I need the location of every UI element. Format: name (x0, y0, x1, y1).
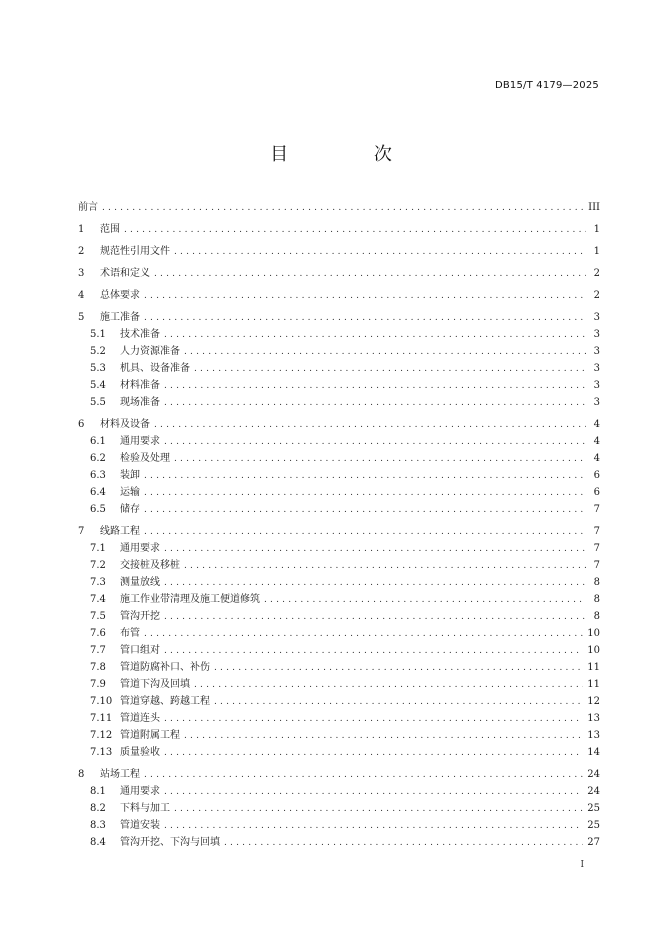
toc-entry-page: 13 (587, 713, 600, 724)
toc-entry[interactable] (78, 309, 600, 326)
toc-entry[interactable] (78, 450, 600, 467)
toc-entry[interactable] (78, 501, 600, 518)
toc-entry-page: 7 (593, 526, 600, 537)
toc-entry[interactable] (78, 766, 600, 783)
toc-entry-number: 7.1 (90, 543, 106, 554)
toc-entry[interactable] (78, 540, 600, 557)
toc-entry-number: 6.4 (90, 487, 106, 498)
toc-entry-page: 14 (587, 747, 600, 758)
toc-entry-number: 7.3 (90, 577, 106, 588)
toc-entry[interactable] (78, 394, 600, 411)
toc-entry[interactable] (78, 800, 600, 817)
toc-entry[interactable] (78, 744, 600, 761)
toc-entry-page: 6 (593, 470, 600, 481)
toc-entry-number: 5.3 (90, 363, 106, 374)
toc-entry-page: 3 (593, 363, 600, 374)
toc-entry-title: 范围 (100, 224, 120, 235)
toc-entry[interactable] (78, 642, 600, 659)
toc-leader-dots (174, 451, 586, 468)
toc-entry[interactable] (78, 343, 600, 360)
toc-leader-dots (154, 266, 586, 283)
table-of-contents (78, 199, 600, 851)
toc-leader-dots (174, 801, 583, 818)
toc-entry-page: 7 (593, 560, 600, 571)
toc-leader-dots (124, 222, 586, 239)
toc-entry-title: 前言 (78, 202, 98, 213)
toc-entry-number: 8.2 (90, 803, 106, 814)
toc-entry-title: 储存 (120, 504, 140, 515)
toc-entry[interactable] (78, 625, 600, 642)
toc-entry-title: 术语和定义 (100, 268, 150, 279)
toc-entry-number: 6.3 (90, 470, 106, 481)
toc-entry-title: 管沟开挖、下沟与回填 (120, 837, 220, 848)
toc-entry-number: 5 (78, 312, 85, 323)
toc-entry-number: 5.4 (90, 380, 106, 391)
toc-entry-title: 布管 (120, 628, 140, 639)
toc-entry-title: 通用要求 (120, 786, 160, 797)
toc-entry-title: 管沟开挖 (120, 611, 160, 622)
toc-entry-title: 现场准备 (120, 397, 160, 408)
toc-entry[interactable] (78, 574, 600, 591)
toc-entry-page: 10 (587, 628, 600, 639)
toc-entry-title: 运输 (120, 487, 140, 498)
toc-entry[interactable] (78, 326, 600, 343)
toc-entry-page: 8 (593, 577, 600, 588)
toc-entry[interactable] (78, 360, 600, 377)
toc-entry-page: 1 (593, 224, 600, 235)
toc-entry-number: 1 (78, 224, 85, 235)
toc-entry-title: 管道穿越、跨越工程 (120, 696, 210, 707)
toc-entry[interactable] (78, 265, 600, 282)
toc-entry-number: 6.1 (90, 436, 106, 447)
toc-leader-dots (164, 784, 583, 801)
toc-entry-title: 站场工程 (100, 769, 140, 780)
toc-entry-title: 线路工程 (100, 526, 140, 537)
toc-entry-page: 11 (587, 679, 600, 690)
toc-entry-number: 8.3 (90, 820, 106, 831)
toc-entry[interactable] (78, 557, 600, 574)
page-number: I (580, 860, 584, 870)
toc-entry[interactable] (78, 659, 600, 676)
toc-entry[interactable] (78, 676, 600, 693)
toc-entry[interactable] (78, 727, 600, 744)
toc-leader-dots (184, 344, 586, 361)
toc-leader-dots (164, 711, 583, 728)
toc-entry-page: 7 (593, 543, 600, 554)
toc-entry-page: 7 (593, 504, 600, 515)
toc-entry[interactable] (78, 416, 600, 433)
toc-entry-page: 2 (593, 290, 600, 301)
toc-entry[interactable] (78, 817, 600, 834)
toc-entry-title: 管口组对 (120, 645, 160, 656)
toc-leader-dots (144, 502, 586, 519)
toc-entry-title: 人力资源准备 (120, 346, 180, 357)
toc-entry-number: 7.12 (90, 730, 113, 741)
toc-entry-title: 管道下沟及回填 (120, 679, 190, 690)
toc-leader-dots (224, 835, 583, 852)
toc-entry[interactable] (78, 433, 600, 450)
toc-leader-dots (164, 434, 586, 451)
toc-entry-number: 7.11 (90, 713, 113, 724)
toc-leader-dots (164, 643, 583, 660)
toc-entry-title: 质量验收 (120, 747, 160, 758)
toc-entry[interactable] (78, 243, 600, 260)
toc-entry-title: 装卸 (120, 470, 140, 481)
toc-entry-page: 3 (593, 380, 600, 391)
toc-leader-dots (164, 395, 586, 412)
toc-leader-dots (164, 327, 586, 344)
toc-entry[interactable] (78, 693, 600, 710)
toc-entry-page: 4 (593, 419, 600, 430)
toc-entry[interactable] (78, 608, 600, 625)
toc-entry-page: 4 (593, 453, 600, 464)
toc-leader-dots (214, 660, 583, 677)
toc-entry[interactable] (78, 221, 600, 238)
toc-entry[interactable] (78, 591, 600, 608)
toc-entry-number: 5.1 (90, 329, 106, 340)
toc-leader-dots (214, 694, 583, 711)
toc-entry-page: 8 (593, 611, 600, 622)
toc-entry-number: 7.5 (90, 611, 106, 622)
toc-leader-dots (194, 677, 583, 694)
toc-leader-dots (144, 288, 586, 305)
toc-leader-dots (144, 468, 586, 485)
toc-leader-dots (184, 728, 583, 745)
toc-entry-number: 7.8 (90, 662, 106, 673)
toc-entry-title: 总体要求 (100, 290, 140, 301)
toc-entry-page: 27 (587, 837, 600, 848)
toc-entry-title: 规范性引用文件 (100, 246, 170, 257)
toc-entry-title: 通用要求 (120, 436, 160, 447)
toc-entry-title: 施工准备 (100, 312, 140, 323)
toc-entry-page: 8 (593, 594, 600, 605)
toc-entry-page: 10 (587, 645, 600, 656)
toc-entry-number: 8.1 (90, 786, 106, 797)
toc-entry-page: 3 (593, 397, 600, 408)
toc-leader-dots (144, 310, 586, 327)
toc-entry-title: 管道安装 (120, 820, 160, 831)
toc-entry-title: 机具、设备准备 (120, 363, 190, 374)
toc-entry-number: 4 (78, 290, 85, 301)
toc-entry-page: 3 (593, 312, 600, 323)
toc-entry-number: 7.6 (90, 628, 106, 639)
toc-entry[interactable] (78, 834, 600, 851)
document-code: DB15/T 4179—2025 (494, 80, 599, 91)
toc-entry-number: 7.13 (90, 747, 113, 758)
toc-entry-title: 材料准备 (120, 380, 160, 391)
toc-entry[interactable] (78, 783, 600, 800)
toc-entry-title: 下料与加工 (120, 803, 170, 814)
toc-entry-page: 25 (587, 803, 600, 814)
toc-leader-dots (144, 524, 586, 541)
toc-entry-title: 技术准备 (120, 329, 160, 340)
toc-entry-page: 2 (593, 268, 600, 279)
toc-entry-page: 25 (587, 820, 600, 831)
toc-entry-page: 24 (587, 769, 600, 780)
toc-entry-page: 4 (593, 436, 600, 447)
toc-entry-page: 24 (587, 786, 600, 797)
toc-entry[interactable] (78, 710, 600, 727)
toc-entry-page: 6 (593, 487, 600, 498)
toc-entry[interactable] (78, 467, 600, 484)
toc-leader-dots (164, 378, 586, 395)
toc-entry-title: 管道附属工程 (120, 730, 180, 741)
toc-entry-page: 13 (587, 730, 600, 741)
toc-leader-dots (164, 745, 583, 762)
toc-entry[interactable] (78, 287, 600, 304)
toc-entry-title: 材料及设备 (100, 419, 150, 430)
toc-entry-number: 7.10 (90, 696, 113, 707)
toc-leader-dots (194, 361, 586, 378)
toc-entry-number: 7 (78, 526, 85, 537)
toc-entry-number: 8 (78, 769, 85, 780)
toc-entry-number: 7.9 (90, 679, 106, 690)
toc-entry-number: 3 (78, 268, 85, 279)
toc-entry[interactable] (78, 377, 600, 394)
toc-entry-number: 6.2 (90, 453, 106, 464)
toc-entry-page: 3 (593, 346, 600, 357)
toc-entry-number: 6.5 (90, 504, 106, 515)
toc-leader-dots (102, 200, 584, 217)
toc-entry-page: 1 (593, 246, 600, 257)
toc-leader-dots (164, 541, 586, 558)
toc-entry-number: 7.4 (90, 594, 106, 605)
toc-entry-number: 5.5 (90, 397, 106, 408)
toc-entry-page: 3 (593, 329, 600, 340)
toc-leader-dots (144, 626, 583, 643)
toc-entry-page: 11 (587, 662, 600, 673)
toc-entry-number: 7.2 (90, 560, 106, 571)
toc-leader-dots (264, 592, 586, 609)
toc-entry[interactable] (78, 199, 600, 216)
toc-entry-title: 管道连头 (120, 713, 160, 724)
toc-leader-dots (164, 609, 586, 626)
toc-entry-page: 12 (587, 696, 600, 707)
toc-entry-title: 施工作业带清理及施工便道修筑 (120, 594, 260, 605)
toc-leader-dots (164, 575, 586, 592)
toc-entry-title: 管道防腐补口、补伤 (120, 662, 210, 673)
toc-entry-number: 6 (78, 419, 85, 430)
toc-leader-dots (144, 485, 586, 502)
toc-entry[interactable] (78, 484, 600, 501)
toc-entry-number: 5.2 (90, 346, 106, 357)
toc-entry-number: 8.4 (90, 837, 106, 848)
page-title: 目 次 (270, 144, 432, 165)
toc-leader-dots (154, 417, 586, 434)
toc-leader-dots (174, 244, 586, 261)
toc-entry[interactable] (78, 523, 600, 540)
toc-entry-title: 交接桩及移桩 (120, 560, 180, 571)
toc-leader-dots (184, 558, 586, 575)
toc-entry-number: 7.7 (90, 645, 106, 656)
toc-entry-number: 2 (78, 246, 85, 257)
toc-entry-title: 通用要求 (120, 543, 160, 554)
toc-entry-title: 测量放线 (120, 577, 160, 588)
toc-entry-page: III (588, 202, 600, 213)
toc-leader-dots (164, 818, 583, 835)
toc-leader-dots (144, 767, 583, 784)
toc-entry-title: 检验及处理 (120, 453, 170, 464)
